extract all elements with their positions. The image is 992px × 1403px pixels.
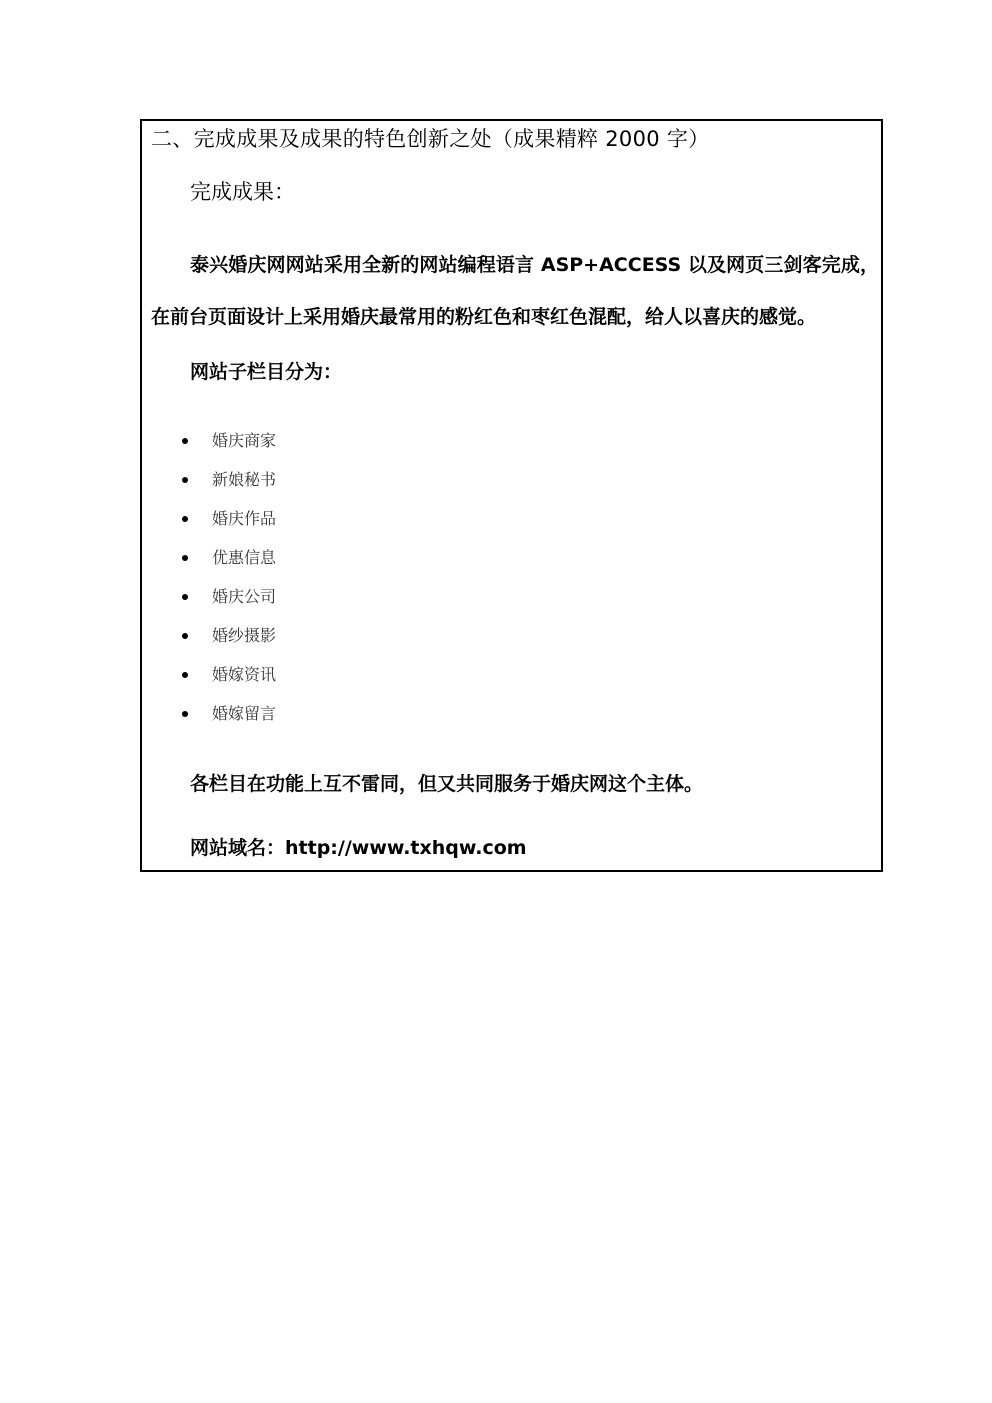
list-item [178,544,276,583]
list-item [178,700,276,739]
list-item-label: 优惠信息 [212,548,277,567]
bullet-icon [182,438,188,444]
list-item [178,466,276,505]
bullet-icon [182,672,188,678]
columns-heading: 网站子栏目分为： [190,361,343,383]
bullet-icon [182,711,188,717]
column-list [178,427,276,739]
list-item [178,427,276,466]
list-item-label: 婚纱摄影 [212,626,277,645]
list-item-label: 婚嫁资讯 [212,665,277,684]
summary-text: 各栏目在功能上互不雷同，但又共同服务于婚庆网这个主体。 [190,773,704,795]
bullet-icon [182,594,188,600]
list-item [178,505,276,544]
bullet-icon [182,633,188,639]
bullet-icon [182,516,188,522]
list-item-label: 婚庆公司 [212,587,277,606]
list-item-label: 婚庆商家 [212,431,277,450]
content-frame [140,119,883,872]
list-item [178,661,276,700]
bullet-icon [182,555,188,561]
list-item [178,622,276,661]
list-item-label: 新娘秘书 [212,470,277,489]
description-paragraph: 泰兴婚庆网网站采用全新的网站编程语言 ASP+ACCESS 以及网页三剑客完成，在前台页面设计上采用婚庆最常用的粉红色和枣红色混配，给人以喜庆的感觉。 [151,254,879,328]
bullet-icon [182,477,188,483]
section-title: 二、完成成果及成果的特色创新之处（成果精粹 2000 字） [151,127,710,151]
list-item-label: 婚嫁留言 [212,704,277,723]
achievements-heading: 完成成果： [190,180,295,204]
website-domain: 网站域名：http://www.txhqw.com [190,837,527,859]
list-item [178,583,276,622]
list-item-label: 婚庆作品 [212,509,277,528]
